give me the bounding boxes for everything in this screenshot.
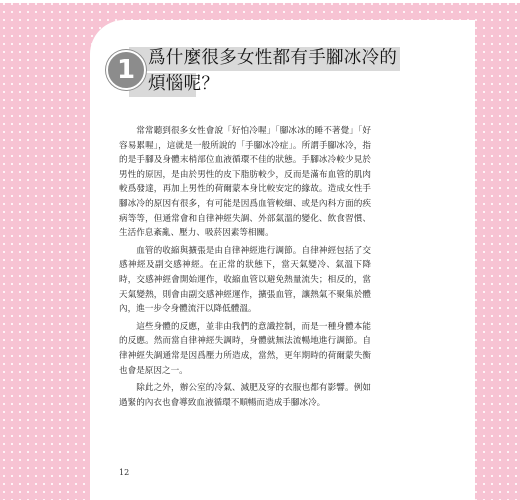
- paragraph-2: 血管的收縮與擴張是由自律神經進行調節。自律神經包括了交感神經及副交感神經。在正常的狀態下，當天氣變冷、氣溫下降時，交感神經會開始運作，收縮血管以避免熱量流失；相反的，當天氣變熱，則會由副交感神經運作，擴張血管，讓熱氣不聚集於體內，進一步令身體流汗以降低體溫。: [119, 245, 371, 315]
- chapter-number-badge: 1: [106, 50, 146, 90]
- chapter-title: 爲什麼很多女性都有手腳冰冷的煩惱呢？: [148, 48, 398, 94]
- body-text: [119, 124, 371, 413]
- paragraph-3: 這些身體的反應，並非由我們的意識控制，而是一種身體本能的反應。然而當自律神經失調時，身體就無法流暢地進行調節。自律神經失調通常是因爲壓力所造成，當然，更年期時的荷爾蒙失衡也會是原因之一。: [119, 321, 371, 376]
- paragraph-1: 常常聽到很多女性會說「好怕冷喔」「腳冰冰的睡不著覺」「好容易累喔」，這就是一般所說的「手腳冰冷症」。所謂手腳冰冷，指的是手腳及身體末梢部位血液循環不佳的狀態。手腳冰冷較少見於男性的原因，是由於男性的皮下脂肪較少，反而是滿布血管的肌肉較爲發達，再加上男性的荷爾蒙本身比較安定的緣故。造成女性手腳冰冷的原因有很多，有可能是因爲血管較細、或是內科方面的疾病等等，但通常會和自律神經失調、外部氣溫的變化、飲食習慣、生活作息紊亂、壓力、吸菸因素等相關。: [119, 126, 371, 239]
- page-number: 12: [119, 468, 130, 477]
- paragraph-4: 除此之外，辦公室的冷氣、減肥及穿的衣服也都有影響。例如過緊的內衣也會導致血液循環不順暢而造成手腳冰冷。: [119, 383, 371, 408]
- top-edge: [0, 0, 520, 3]
